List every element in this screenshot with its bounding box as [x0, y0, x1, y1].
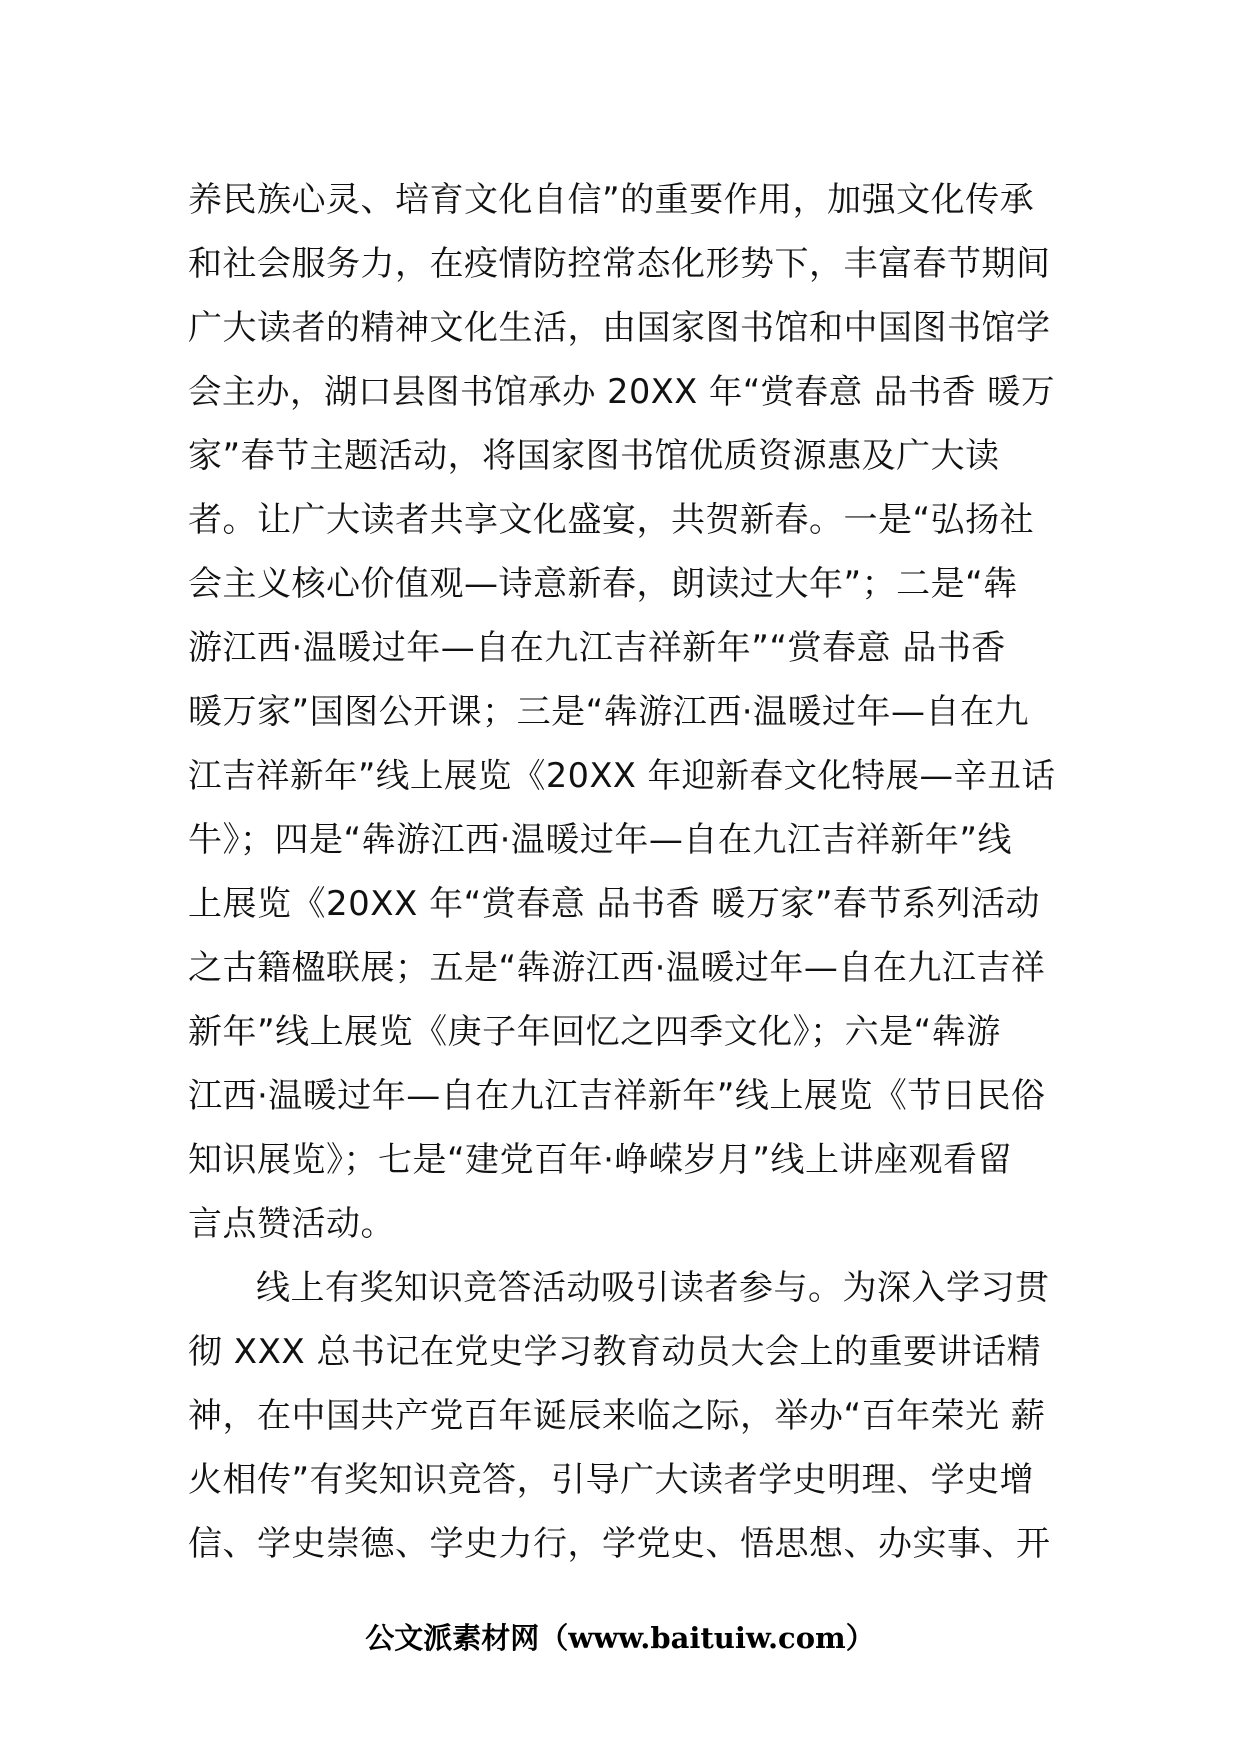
text-line: 牛》；四是“犇游江西·温暖过年—自在九江吉祥新年”线	[188, 820, 1013, 860]
text-line: 暖万家”国图公开课；三是“犇游江西·温暖过年—自在九	[188, 692, 1030, 732]
text-line: 江吉祥新年”线上展览《20XX 年迎新春文化特展—辛丑话	[188, 756, 1056, 795]
text-line: 新年”线上展览《庚子年回忆之四季文化》；六是“犇游	[188, 1012, 1001, 1052]
text-line: 江西·温暖过年—自在九江吉祥新年”线上展览《节日民俗	[188, 1076, 1046, 1116]
text-line: 和社会服务力，在疫情防控常态化形势下，丰富春节期间	[188, 244, 1051, 284]
document-body	[188, 168, 1058, 1576]
text-line: 广大读者的精神文化生活，由国家图书馆和中国图书馆学	[188, 308, 1051, 348]
footer-watermark-text: 公文派素材网（www.baituiw.com）	[365, 1621, 875, 1655]
text-line: 彻 XXX 总书记在党史学习教育动员大会上的重要讲话精	[188, 1332, 1041, 1372]
text-line: 者。让广大读者共享文化盛宴，共贺新春。一是“弘扬社	[188, 500, 1035, 540]
text-line: 神，在中国共产党百年诞辰来临之际，举办“百年荣光 薪	[188, 1396, 1046, 1436]
text-line: 言点赞活动。	[188, 1204, 395, 1244]
text-line: 信、学史崇德、学史力行，学党史、悟思想、办实事、开	[188, 1524, 1051, 1564]
text-line: 之古籍楹联展；五是“犇游江西·温暖过年—自在九江吉祥	[188, 948, 1046, 988]
text-line: 上展览《20XX 年“赏春意 品书香 暖万家”春节系列活动	[188, 884, 1040, 924]
text-line: 游江西·温暖过年—自在九江吉祥新年”“赏春意 品书香	[188, 628, 1006, 668]
text-line: 火相传”有奖知识竞答，引导广大读者学史明理、学史增	[188, 1460, 1035, 1500]
text-line: 家”春节主题活动，将国家图书馆优质资源惠及广大读	[188, 436, 1000, 476]
text-line: 知识展览》；七是“建党百年·峥嵘岁月”线上讲座观看留	[188, 1140, 1013, 1180]
text-line: 会主办，湖口县图书馆承办 20XX 年“赏春意 品书香 暖万	[188, 372, 1055, 411]
text-line: 会主义核心价值观—诗意新春，朗读过大年”；二是“犇	[188, 564, 1018, 604]
text-line: 养民族心灵、培育文化自信”的重要作用，加强文化传承	[188, 180, 1035, 220]
paragraph-first-line: 线上有奖知识竞答活动吸引读者参与。为深入学习贯	[256, 1268, 1050, 1308]
